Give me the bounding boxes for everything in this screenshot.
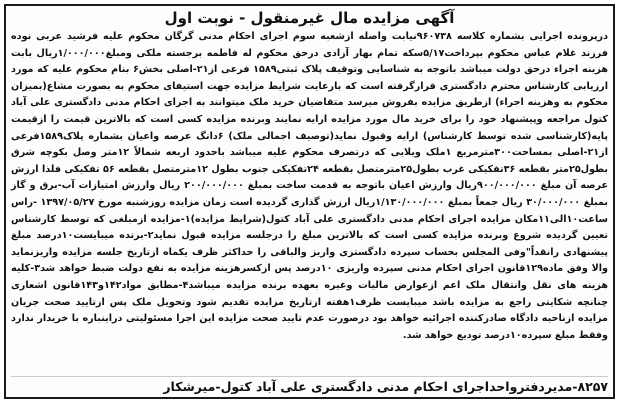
notice-paragraph: درپرونده اجرایی بشماره کلاسه ۹۶۰۷۳۸نیابت واصله ازشعبه سوم اجرای احکام مدنی گرگان محکوم علیه فرشید عربی نوده فرزند غلام عباس محکوم بپرداخت۵/۱۷سکه تمام بهار آزادی درحق محکوم له فاطمه برجسته ملکی ومبلغ۱/۰۰۰/۰۰۰ریال بابت هزینه اجراء درحق دولت میباشد باتوجه به شناسایی وتوقیف پلاک ثبتی۱۵۸۹ فرعی از۲۱-اصلی بخش۶ بنام محکوم علیه که مورد ارزیابی کارشناس محترم دادگستری قرارگرفته است که بارعایت شرایط مزایده جهت استیفای محکوم به بصورت مشاع(بمیزان محکوم به وهزینه اجراء) ازطریق مزایده بفروش میرسد متقاضیان خرید ملک میتوانند به اجرای احکام مدنی دادگستری علی آباد کتول مراجعه وپیشنهاد خود را برای خرید مال مورد مزایده ارایه نمایند وبرنده مزایده کسی است که بالاترین قیمت را ازقیمت پایه(کارشناسی شده توسط کارشناس) ارایه وقبول نماید(توصیف اجمالی ملک) ۶دانگ عرصه واعیان بشماره پلاک۱۵۸۹فرعی از۲۱-اصلی بمساحت۳۰۰مترمربع ۱ملک ویلایی که درتصرف محکوم علیه میباشد باحدود اربعه شمالاً ۱۲متر وصل بکوچه شرق بطول۲۵متر بقطعه ۳۶تفکیکی غرب بطول۲۵مترمتصل بقطعه ۲۴تفکیکی جنوب بطول ۱۲مترمتصل بقطعه ۵۶ تفکیکی فلذا ارزش عرصه آن مبلغ ۹۰۰/۰۰۰/۰۰۰ریال وارزش اعیان باتوجه به قدمت ساخت بمبلغ ۲۰۰/۰۰۰/۰۰۰ ریال وارزش امتیازات آب-برق و گاز بمبلغ ۳۰/۰۰۰/۰۰۰ ریال جمعاً بمبلغ ۱/۱۳۰/۰۰۰/۰۰۰ریال ارزش گذاری گردیده است زمان مزایده روزشنبه مورخ ۱۳۹۷/۰۵/۲۷ -راس ساعت۱۰الی۱۱مکان مزایده اجرای احکام مدنی دادگستری علی آباد کتول(شرایط مزایده)۱-مزایده ازمبلغی که توسط کارشناس تعیین گردیده شروع وبرنده مزایده کسی است که بالاترین مبلغ را درجلسه مزایده قبول نماید۲-برنده میبایست۱۰درصد مبلغ پیشنهادی رانقداً"وفی المجلس بحساب سپرده دادگستری واریز والباقی را حداکثر ظرف یکماه ازتاریخ جلسه مزایده واریزنماید والا وفق ماده۱۲۹قانون اجرای احکام مدنی سپرده واریزی ۱۰درصد پس ازکسرهزینه مزایده به نفع دولت ضبط خواهد شد۳-کلیه هزینه های نقل وانتقال ملک اعم ازعوارض مالیات وغیره بعهده برنده مزایده میباشد۴-مطابق مواد۱۴۲و۱۴۳قانون اشعاری چنانچه شکایتی راجع به مزایده باشد میبایست ظرف۱هفته ازتاریخ مزایده تقدیم شود وتحویل ملک پس ازتایید صحت جریان مزایده ازناحیه دادگاه صادرکننده اجرائیه خواهد بود درصورت عدم تایید صحت مزایده این اجرا مسئولیتی دراینباره با خریدار ندارد وفقط مبلغ سپرده۱۰درصد تودیع خواهد شد. <box>11 31 608 341</box>
notice-title: آگهی مزایده مال غیرمنقول - نوبت اول <box>164 9 455 27</box>
notice-signature: ۸۲۵۷-مدیردفترواحداجرای احکام مدنی دادگستری علی آباد کتول-میرشکار <box>11 376 608 395</box>
notice-body <box>11 29 608 344</box>
auction-notice <box>4 4 615 399</box>
